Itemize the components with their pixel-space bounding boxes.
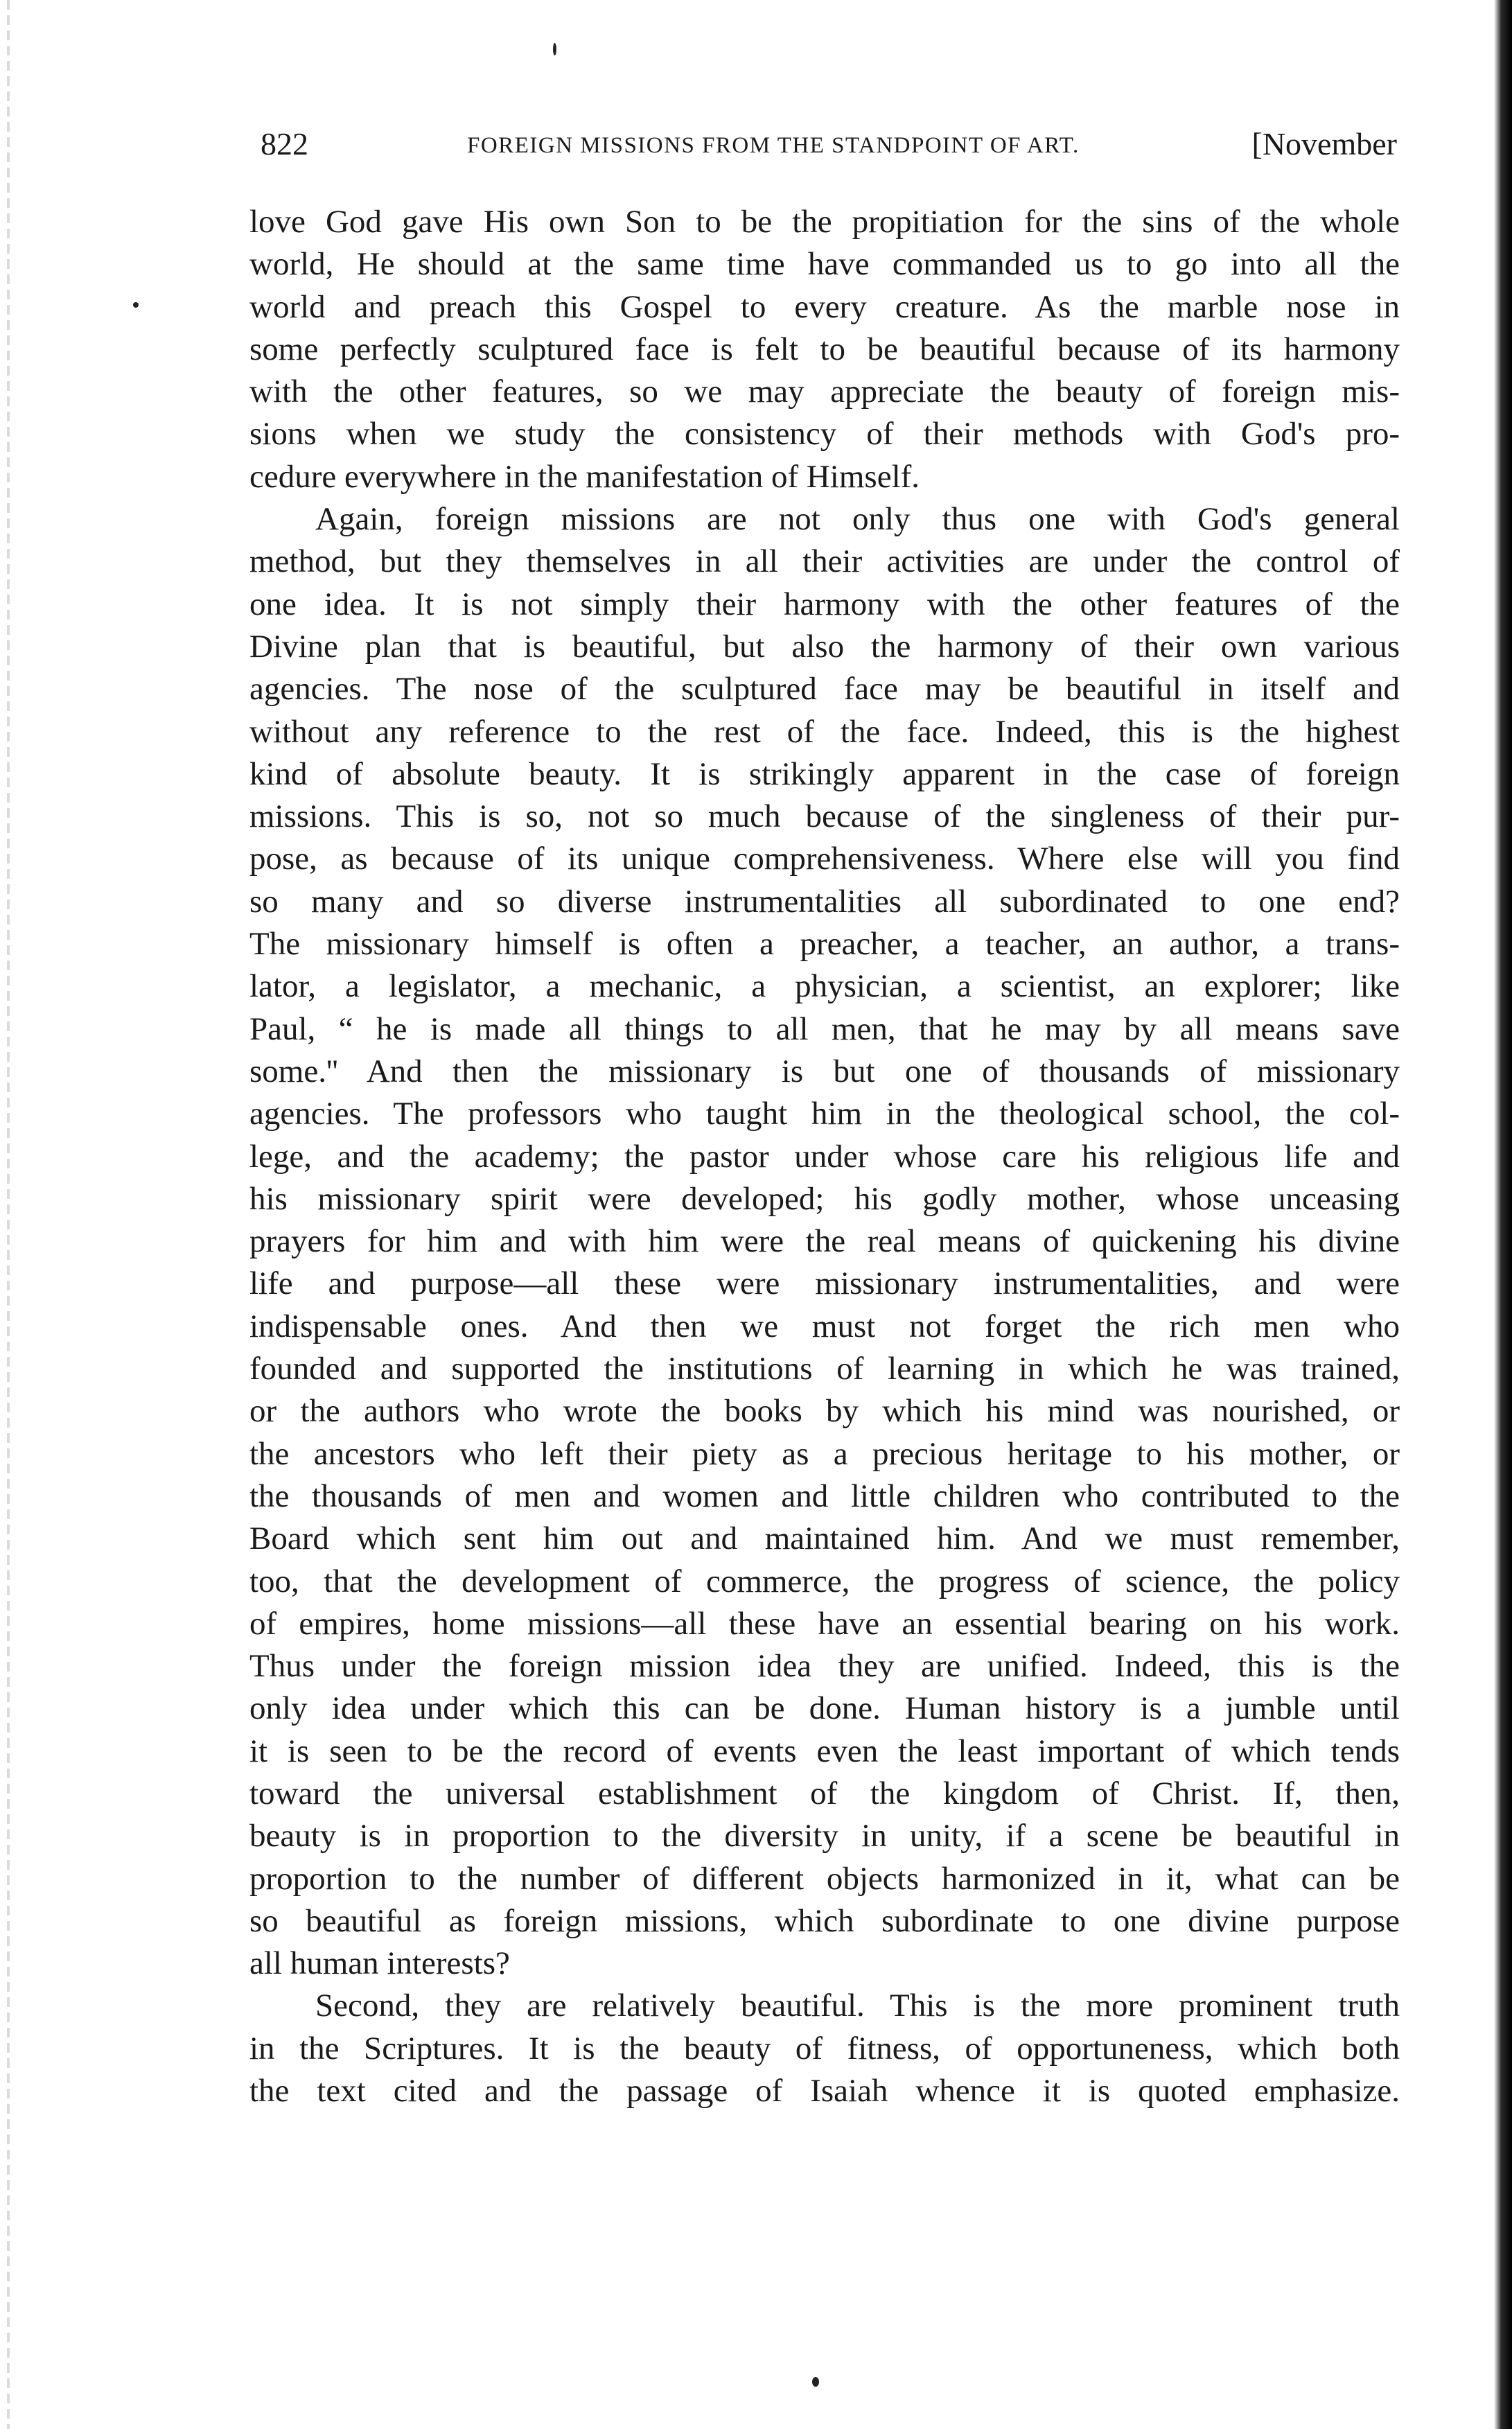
text-line: pose, as because of its unique comprehensiveness. Where else will you find — [249, 841, 1400, 877]
paragraph-start-line: Second, they are relatively beautiful. This is the more prominent truth — [315, 1988, 1400, 2024]
text-line: the thousands of men and women and little children who contributed to the — [249, 1477, 1400, 1514]
text-line: world, He should at the same time have commanded us to go into all the — [249, 246, 1400, 283]
text-line: lege, and the academy; the pastor under whose care his religious life and — [249, 1138, 1400, 1175]
text-line: Board which sent him out and maintained him. And we must remember, — [249, 1520, 1400, 1557]
page-right-edge-shadow — [1494, 0, 1512, 2429]
text-line: kind of absolute beauty. It is strikingly apparent in the case of foreign — [249, 755, 1400, 792]
text-line: proportion to the number of different objects harmonized in it, what can be — [249, 1860, 1400, 1897]
text-line: so many and so diverse instrumentalities all subordinated to one end? — [249, 883, 1400, 920]
text-line: Divine plan that is beautiful, but also the harmony of their own various — [249, 628, 1400, 665]
text-line: The missionary himself is often a preacher, a teacher, an author, a trans- — [249, 926, 1400, 963]
text-line: only idea under which this can be done. Human history is a jumble until — [249, 1690, 1400, 1727]
text-line: agencies. The nose of the sculptured face may be beautiful in itself and — [249, 671, 1400, 708]
text-line: of empires, home missions—all these have an essential bearing on his work. — [249, 1605, 1400, 1642]
text-line: agencies. The professors who taught him in the theological school, the col- — [249, 1096, 1400, 1132]
text-line: toward the universal establishment of the kingdom of Christ. If, then, — [249, 1775, 1400, 1812]
running-head — [261, 123, 1397, 165]
text-line: love God gave His own Son to be the propitiation for the sins of the whole — [249, 204, 1400, 240]
page-left-edge-shadow — [7, 0, 10, 2429]
text-line: one idea. It is not simply their harmony with the other features of the — [249, 586, 1400, 622]
scan-speck — [133, 302, 139, 308]
text-line: in the Scriptures. It is the beauty of fitness, of opportuneness, which both — [249, 2030, 1400, 2067]
text-line: world and preach this Gospel to every creature. As the marble nose in — [249, 288, 1400, 325]
text-line: his missionary spirit were developed; his godly mother, whose unceasing — [249, 1180, 1400, 1217]
text-line: it is seen to be the record of events even the least important of which tends — [249, 1733, 1400, 1769]
page-number: 822 — [261, 126, 308, 161]
text-line: the ancestors who left their piety as a precious heritage to his mother, or — [249, 1435, 1400, 1472]
text-line: so beautiful as foreign missions, which subordinate to one divine purpose — [249, 1902, 1400, 1939]
text-line: too, that the development of commerce, the progress of science, the policy — [249, 1563, 1400, 1599]
scan-speck — [812, 2377, 819, 2387]
running-month: [November — [1251, 126, 1397, 161]
text-line: without any reference to the rest of the face. Indeed, this is the highest — [249, 713, 1400, 750]
text-line: or the authors who wrote the books by which his mind was nourished, or — [249, 1393, 1400, 1430]
text-line: prayers for him and with him were the real means of quickening his divine — [249, 1223, 1400, 1260]
running-title: FOREIGN MISSIONS FROM THE STANDPOINT OF ART. — [467, 133, 1080, 158]
paragraph-start-line: Again, foreign missions are not only thus one with God's general — [315, 501, 1400, 538]
text-line: all human interests? — [249, 1945, 510, 1982]
text-line: some.'' And then the missionary is but one of thousands of missionary — [249, 1053, 1400, 1089]
text-line: missions. This is so, not so much because of the singleness of their pur- — [249, 798, 1400, 835]
scan-speck — [553, 43, 556, 55]
text-line: beauty is in proportion to the diversity in unity, if a scene be beautiful in — [249, 1818, 1400, 1854]
text-line: some perfectly sculptured face is felt to be beautiful because of its harmony — [249, 331, 1400, 367]
text-line: the text cited and the passage of Isaiah whence it is quoted emphasize. — [249, 2073, 1400, 2110]
text-line: indispensable ones. And then we must not forget the rich men who — [249, 1308, 1400, 1344]
text-line: founded and supported the institutions of learning in which he was trained, — [249, 1351, 1400, 1387]
text-line: cedure everywhere in the manifestation of Himself. — [249, 458, 920, 495]
text-line: Thus under the foreign mission idea they are unified. Indeed, this is the — [249, 1648, 1400, 1685]
text-line: life and purpose—all these were missionary instrumentalities, and were — [249, 1265, 1400, 1302]
text-line: with the other features, so we may appreciate the beauty of foreign mis- — [249, 374, 1400, 410]
text-line: lator, a legislator, a mechanic, a physician, a scientist, an explorer; like — [249, 968, 1400, 1005]
body-text — [249, 201, 1400, 2112]
text-line: method, but they themselves in all their activities are under the control of — [249, 543, 1400, 580]
text-line: sions when we study the consistency of their methods with God's pro- — [249, 416, 1400, 453]
text-line: Paul, “ he is made all things to all men, that he may by all means save — [249, 1010, 1400, 1047]
